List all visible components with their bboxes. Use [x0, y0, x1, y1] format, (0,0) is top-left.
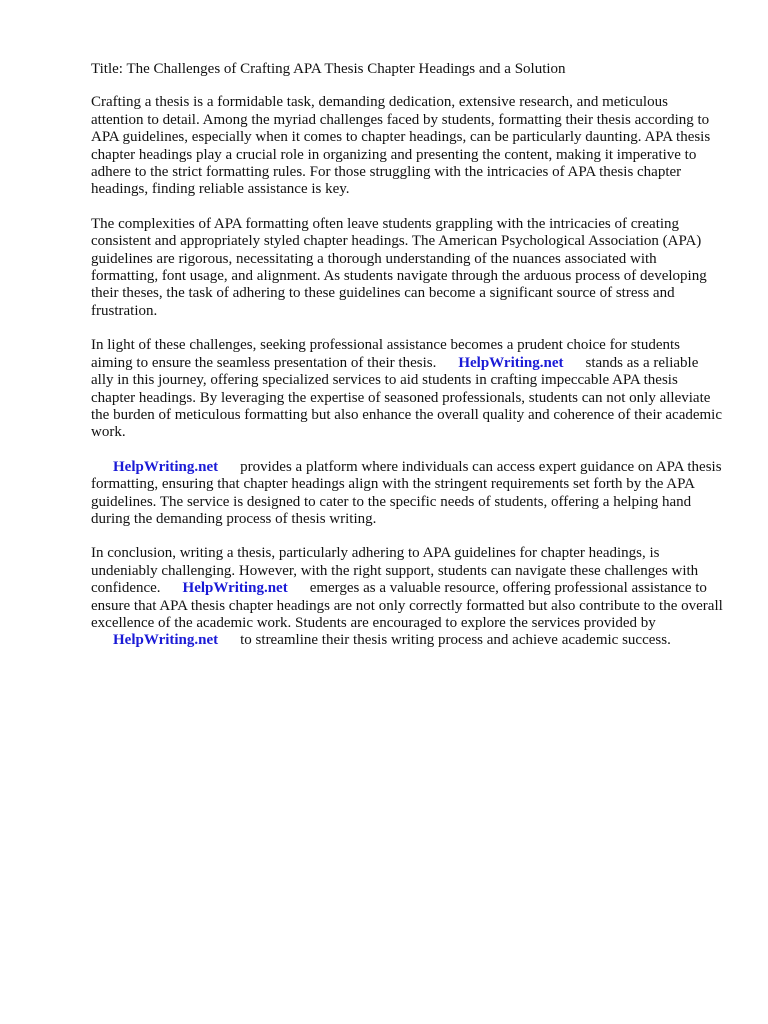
- document-page: [91, 61, 723, 667]
- paragraph-intro: Crafting a thesis is a formidable task, demanding dedication, extensive research, and meticulous attention to detail. Among the myriad challenges faced by students, formatting their thesis according to APA guidelines, especially when it comes to chapter headings, can be particularly daunting. APA thesis chapter headings play a crucial role in organizing and presenting the content, making it imperative to adhere to the strict formatting rules. For those struggling with the intricacies of APA thesis chapter headings, finding reliable assistance is key.: [91, 94, 711, 198]
- helpwriting-link-3[interactable]: HelpWriting.net: [182, 580, 288, 597]
- document-title: Title: The Challenges of Crafting APA Thesis Chapter Headings and a Solution: [91, 61, 566, 77]
- paragraph-assistance: [91, 337, 723, 441]
- paragraph-conclusion-text-end: to streamline their thesis writing process and achieve academic success.: [240, 632, 671, 649]
- paragraph-platform-text: provides a platform where individuals can access expert guidance on APA thesis formatting, ensuring that chapter headings align with the stringent requirements set forth by the APA guidelines. The service is designed to cater to the specific needs of students, offering a helping hand during the demanding process of thesis writing.: [91, 458, 722, 527]
- paragraph-platform: [91, 459, 723, 529]
- paragraph-conclusion-text-start: In conclusion, writing a thesis, particularly adhering to APA guidelines for chapter headings, is undeniably challenging. However, with the right support, students can navigate these challenges with confidence.: [91, 545, 699, 597]
- paragraph-complexities: The complexities of APA formatting often leave students grappling with the intricacies of creating consistent and appropriately styled chapter headings. The American Psychological Association (APA) guidelines are rigorous, necessitating a thorough understanding of the nuances associated with formatting, font usage, and alignment. As students navigate through the arduous process of developing their theses, the task of adhering to these guidelines can become a significant source of stress and frustration.: [91, 215, 707, 319]
- paragraph-assistance-text-start: In light of these challenges, seeking professional assistance becomes a prudent choice for students aiming to ensure the seamless presentation of their thesis.: [91, 337, 680, 371]
- paragraph-conclusion: [91, 545, 723, 649]
- helpwriting-link-4[interactable]: HelpWriting.net: [113, 632, 219, 649]
- paragraph-conclusion-text-middle: emerges as a valuable resource, offering professional assistance to ensure that APA thesis chapter headings are not only correctly formatted but also contribute to the overall excellence of the academic work. Students are encouraged to explore the services provided by: [91, 580, 723, 631]
- helpwriting-link-2[interactable]: HelpWriting.net: [113, 458, 219, 475]
- paragraph-assistance-text-end: stands as a reliable ally in this journey, offering specialized services to aid students in crafting impeccable APA thesis chapter headings. By leveraging the expertise of seasoned professionals, students can not only alleviate the burden of meticulous formatting but also enhance the overall quality and coherence of their academic work.: [91, 354, 723, 441]
- helpwriting-link-1[interactable]: HelpWriting.net: [458, 354, 564, 371]
